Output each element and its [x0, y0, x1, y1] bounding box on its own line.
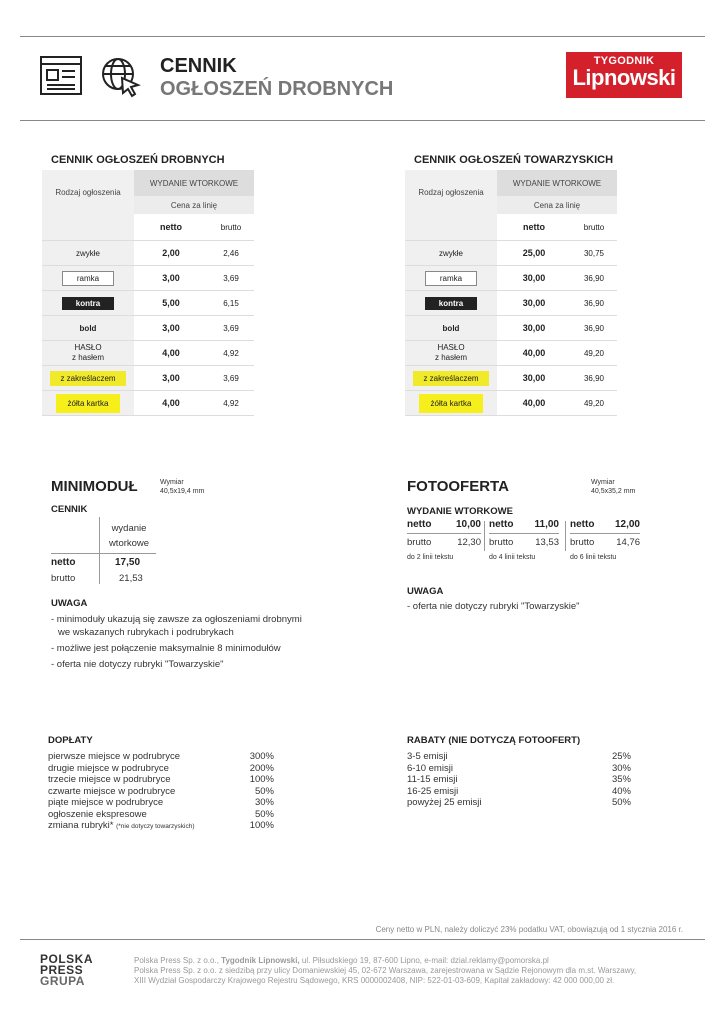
- table-row: [405, 366, 617, 391]
- list-item: piąte miejsce w podrubryce 30%: [48, 797, 274, 808]
- price-table-drobne: [42, 170, 254, 416]
- fotooferta-edition: WYDANIE WTORKOWE: [407, 506, 513, 517]
- netto-value: 3,00: [134, 316, 208, 341]
- list-item: drugie miejsce w podrubryce 200%: [48, 762, 274, 774]
- netto-value: 4,00: [134, 341, 208, 366]
- fotooferta-note: - oferta nie dotyczy rubryki "Towarzyskie": [407, 601, 580, 612]
- row-label: z zakreślaczem: [50, 371, 125, 386]
- fotooferta-option: netto 12,00 brutto 14,76 do 6 linii tekstu: [570, 519, 640, 561]
- brutto-value: 4,92: [208, 341, 254, 366]
- table-row: [405, 291, 617, 316]
- minimodul-col-header: wydanie wtorkowe: [108, 523, 150, 549]
- netto-value: 3,00: [134, 366, 208, 391]
- footer-line: XIII Wydział Gospodarczy Krajowego Rejestru Sądowego, KRS 0000002408, NIP: 522-01-03-609, Kapitał zakładowy: 42 000 000,00 zł.: [134, 976, 615, 985]
- globe-cursor-icon: [100, 56, 142, 98]
- row-label: ramka: [62, 271, 114, 286]
- fotooferta-uwaga: UWAGA: [407, 586, 444, 597]
- netto-header: netto: [497, 214, 571, 241]
- table-row: [42, 291, 254, 316]
- note-item: - oferta nie dotyczy rubryki "Towarzyskie": [51, 659, 224, 670]
- table-row: [42, 316, 254, 341]
- brutto-value: 36,90: [571, 366, 617, 391]
- minimodul-netto-label: netto: [51, 557, 76, 568]
- note-item: - możliwe jest połączenie maksymalnie 8 minimodułów: [51, 643, 281, 654]
- brutto-value: 36,90: [571, 291, 617, 316]
- minimodul-price-box: [51, 504, 156, 587]
- minimodul-title: MINIMODUŁ: [51, 478, 138, 495]
- netto-value: 3,00: [134, 266, 208, 291]
- brutto-header: brutto: [208, 214, 254, 241]
- brutto-value: 2,46: [208, 241, 254, 266]
- doplaty-title: DOPŁATY: [48, 735, 93, 746]
- minimodul-netto-value: 17,50: [115, 557, 141, 568]
- brutto-value: 36,90: [571, 316, 617, 341]
- polska-press-logo: POLSKA PRESS GRUPA: [40, 952, 94, 988]
- fotooferta-title: FOTOOFERTA: [407, 478, 509, 495]
- rabaty-title: RABATY (NIE DOTYCZĄ FOTOOFERT): [407, 735, 581, 746]
- brand-logo: [566, 52, 682, 98]
- footer-line: Polska Press Sp. z o.o. z siedzibą przy ulicy Domaniewskiej 45, 02-672 Warszawa, zarejestrowana w Sądzie Rejonowym dla m.st. Warszawy,: [134, 966, 637, 975]
- list-item: powyżej 25 emisji 50%: [407, 797, 631, 808]
- brutto-value: 6,15: [208, 291, 254, 316]
- row-label: HASŁO: [74, 343, 102, 352]
- list-item: zmiana rubryki* (*nie dotyczy towarzyskich) 100%: [48, 820, 274, 831]
- note-item: - minimoduły ukazują się zawsze za ogłoszeniami drobnymi: [51, 614, 302, 625]
- row-label: kontra: [62, 297, 114, 310]
- list-item: 6-10 emisji 30%: [407, 762, 631, 774]
- list-item: 11-15 emisji 35%: [407, 774, 631, 785]
- col-header-type: Rodzaj ogłoszenia: [405, 170, 497, 214]
- table-row: [405, 391, 617, 416]
- note-item: we wskazanych rubrykach i podrubrykach: [58, 627, 234, 638]
- minimodul-uwaga: UWAGA: [51, 598, 88, 609]
- netto-value: 2,00: [134, 241, 208, 266]
- table-row: [42, 366, 254, 391]
- row-label: żółta kartka: [56, 394, 121, 413]
- brutto-value: 3,69: [208, 366, 254, 391]
- table-title: CENNIK OGŁOSZEŃ DROBNYCH: [51, 154, 225, 166]
- list-item: 16-25 emisji 40%: [407, 785, 631, 797]
- table-row: [42, 266, 254, 291]
- table-row: [405, 341, 617, 366]
- edition-header: WYDANIE WTORKOWE: [497, 170, 617, 196]
- newspaper-icon: [40, 56, 84, 96]
- fotooferta-option: netto 11,00 brutto 13,53 do 4 linii tekstu: [489, 519, 559, 561]
- fotooferta-option: netto 10,00 brutto 12,30 do 2 linii tekstu: [407, 519, 481, 561]
- fotooferta-options: [407, 519, 639, 569]
- row-label: zwykłe: [438, 248, 463, 258]
- minimodul-cennik: CENNIK: [51, 504, 88, 515]
- netto-value: 30,00: [497, 366, 571, 391]
- brutto-value: 3,69: [208, 316, 254, 341]
- netto-value: 30,00: [497, 316, 571, 341]
- header-divider: [20, 120, 705, 121]
- col-header-type: Rodzaj ogłoszenia: [42, 170, 134, 214]
- table-row: [42, 341, 254, 366]
- brutto-value: 4,92: [208, 391, 254, 416]
- netto-value: 30,00: [497, 266, 571, 291]
- brutto-value: 36,90: [571, 266, 617, 291]
- table-row: [405, 241, 617, 266]
- price-per-line-header: Cena za linię: [497, 196, 617, 214]
- doplaty-list: [48, 751, 274, 833]
- row-label: HASŁO: [437, 343, 465, 352]
- table-row: [42, 391, 254, 416]
- top-divider: [20, 36, 705, 37]
- row-sublabel: z hasłem: [71, 353, 104, 362]
- row-label: bold: [442, 323, 460, 333]
- minimodul-brutto-value: 21,53: [119, 573, 143, 584]
- netto-value: 5,00: [134, 291, 208, 316]
- row-label: bold: [79, 323, 97, 333]
- row-label: żółta kartka: [419, 394, 484, 413]
- table-row: [42, 241, 254, 266]
- netto-value: 40,00: [497, 341, 571, 366]
- footer-divider: [20, 939, 705, 940]
- list-item: 3-5 emisji 25%: [407, 751, 631, 762]
- minimodul-brutto-label: brutto: [51, 573, 76, 584]
- list-item: ogłoszenie ekspresowe 50%: [48, 808, 274, 820]
- minimodul-notes: [51, 613, 371, 671]
- list-item: czwarte miejsce w podrubryce 50%: [48, 785, 274, 797]
- brutto-value: 3,69: [208, 266, 254, 291]
- row-label: z zakreślaczem: [413, 371, 488, 386]
- rabaty-list: [407, 751, 631, 809]
- brutto-value: 30,75: [571, 241, 617, 266]
- footer-text: [134, 956, 694, 986]
- netto-value: 30,00: [497, 291, 571, 316]
- list-item: pierwsze miejsce w podrubryce 300%: [48, 751, 274, 762]
- fotooferta-dimensions: Wymiar 40,5x35,2 mm: [591, 479, 636, 495]
- minimodul-dimensions: Wymiar 40,5x19,4 mm: [160, 479, 205, 495]
- row-label: ramka: [425, 271, 477, 286]
- netto-value: 25,00: [497, 241, 571, 266]
- netto-value: 4,00: [134, 391, 208, 416]
- page-subtitle: OGŁOSZEŃ DROBNYCH: [160, 78, 394, 100]
- brutto-header: brutto: [571, 214, 617, 241]
- vat-footnote: Ceny netto w PLN, należy doliczyć 23% podatku VAT, obowiązują od 1 stycznia 2016 r.: [375, 925, 683, 934]
- table-row: [405, 266, 617, 291]
- row-label: kontra: [425, 297, 477, 310]
- edition-header: WYDANIE WTORKOWE: [134, 170, 254, 196]
- row-sublabel: z hasłem: [434, 353, 467, 362]
- footer-line: Polska Press Sp. z o.o., Tygodnik Lipnowski, ul. Piłsudskiego 19, 87-600 Lipno, e-mail: dzial.reklamy@pomorska.pl: [134, 956, 549, 965]
- netto-value: 40,00: [497, 391, 571, 416]
- table-row: [405, 316, 617, 341]
- price-per-line-header: Cena za linię: [134, 196, 254, 214]
- brutto-value: 49,20: [571, 341, 617, 366]
- page-title: CENNIK: [160, 55, 237, 77]
- table-title: CENNIK OGŁOSZEŃ TOWARZYSKICH: [414, 154, 614, 166]
- logo-big-text: Lipnowski: [572, 65, 676, 90]
- price-table-towarzyskie: [405, 170, 617, 416]
- brutto-value: 49,20: [571, 391, 617, 416]
- logo-small-text: TYGODNIK: [593, 55, 655, 67]
- netto-header: netto: [134, 214, 208, 241]
- row-label: zwykłe: [75, 248, 100, 258]
- list-item: trzecie miejsce w podrubryce 100%: [48, 774, 274, 785]
